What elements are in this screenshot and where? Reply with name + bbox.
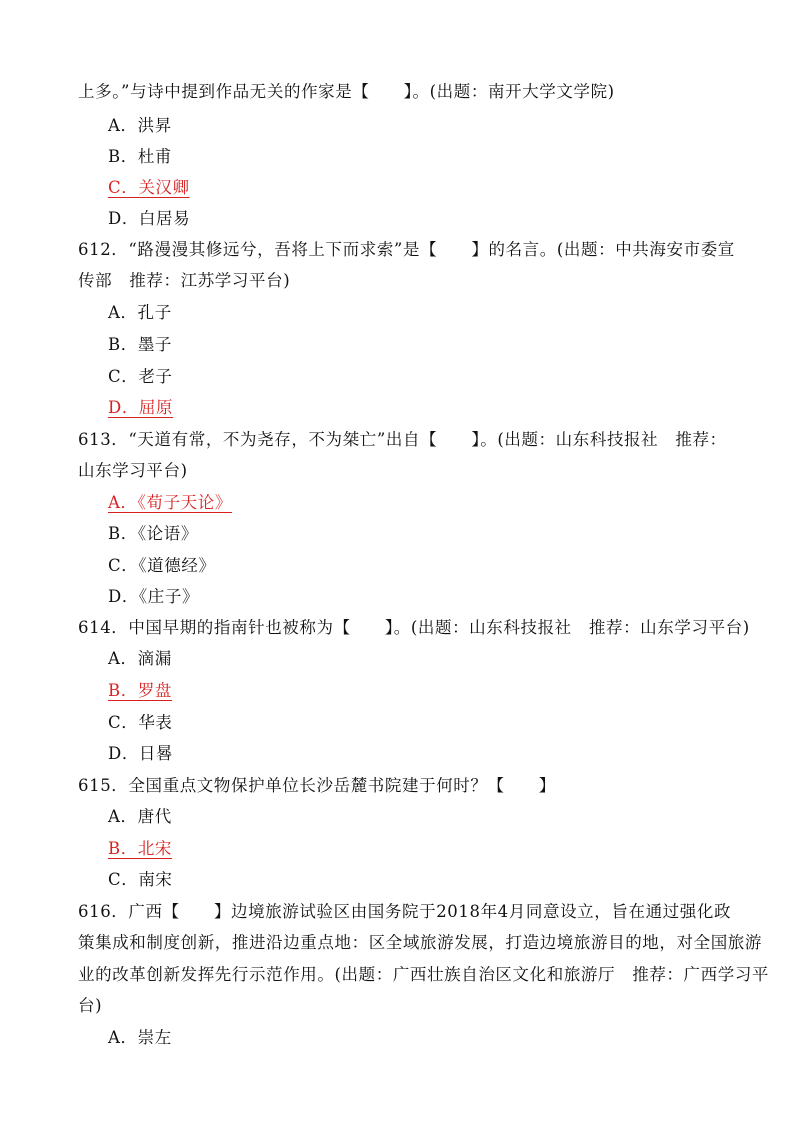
q616-stem-line-3: 业的改革创新发挥先行示范作用。(出题：广西壮族自治区文化和旅游厅 推荐：广西学习平 [78,965,770,984]
q615-option-c: C．南宋 [108,870,173,889]
q612-option-b: B．墨子 [108,335,173,354]
q614-option-a: A．滴漏 [108,649,172,668]
q615-option-a: A．唐代 [108,807,172,826]
q616-stem-line-4: 台) [78,996,103,1015]
q612-option-c: C．老子 [108,367,173,386]
q614-stem-line-1: 614．中国早期的指南针也被称为【 】。(出题：山东科技报社 推荐：山东学习平台) [78,618,750,637]
q611-option-a: A．洪昇 [108,116,172,135]
q615-option-b-answer: B．北宋 [108,839,173,858]
q613-stem-line-1: 613．“天道有常，不为尧存，不为桀亡”出自【 】。(出题：山东科技报社 推荐： [78,430,727,449]
q613-stem-line-2: 山东学习平台) [78,461,188,480]
q613-option-c: C．《道德经》 [108,556,216,575]
q611-option-c-answer: C．关汉卿 [108,178,190,197]
q612-stem-line-2: 传部 推荐：江苏学习平台) [78,271,291,290]
q614-option-d: D．日晷 [108,744,174,763]
q616-stem-line-2: 策集成和制度创新，推进沿边重点地：区全域旅游发展，打造边境旅游目的地，对全国旅游 [78,933,762,952]
q613-option-b: B．《论语》 [108,524,198,543]
q611-option-d: D．白居易 [108,209,191,228]
q612-option-a: A．孔子 [108,303,172,322]
q613-option-d: D．《庄子》 [108,587,200,606]
q612-option-d-answer: D．屈原 [108,398,174,417]
q614-option-b-answer: B．罗盘 [108,681,173,700]
q616-option-a: A．崇左 [108,1028,172,1047]
q611-stem-continuation: 上多。”与诗中提到作品无关的作家是【 】。(出题：南开大学文学院) [78,82,615,101]
q611-option-b: B．杜甫 [108,147,173,166]
q613-option-a-answer: A．《荀子天论》 [108,493,232,512]
q615-stem-line-1: 615．全国重点文物保护单位长沙岳麓书院建于何时？【 】 [78,776,556,795]
q616-stem-line-1: 616．广西【 】边境旅游试验区由国务院于2018年4月同意设立，旨在通过强化政 [78,902,732,921]
q612-stem-line-1: 612．“路漫漫其修远兮，吾将上下而求索”是【 】的名言。(出题：中共海安市委宣 [78,240,735,259]
q614-option-c: C．华表 [108,713,173,732]
